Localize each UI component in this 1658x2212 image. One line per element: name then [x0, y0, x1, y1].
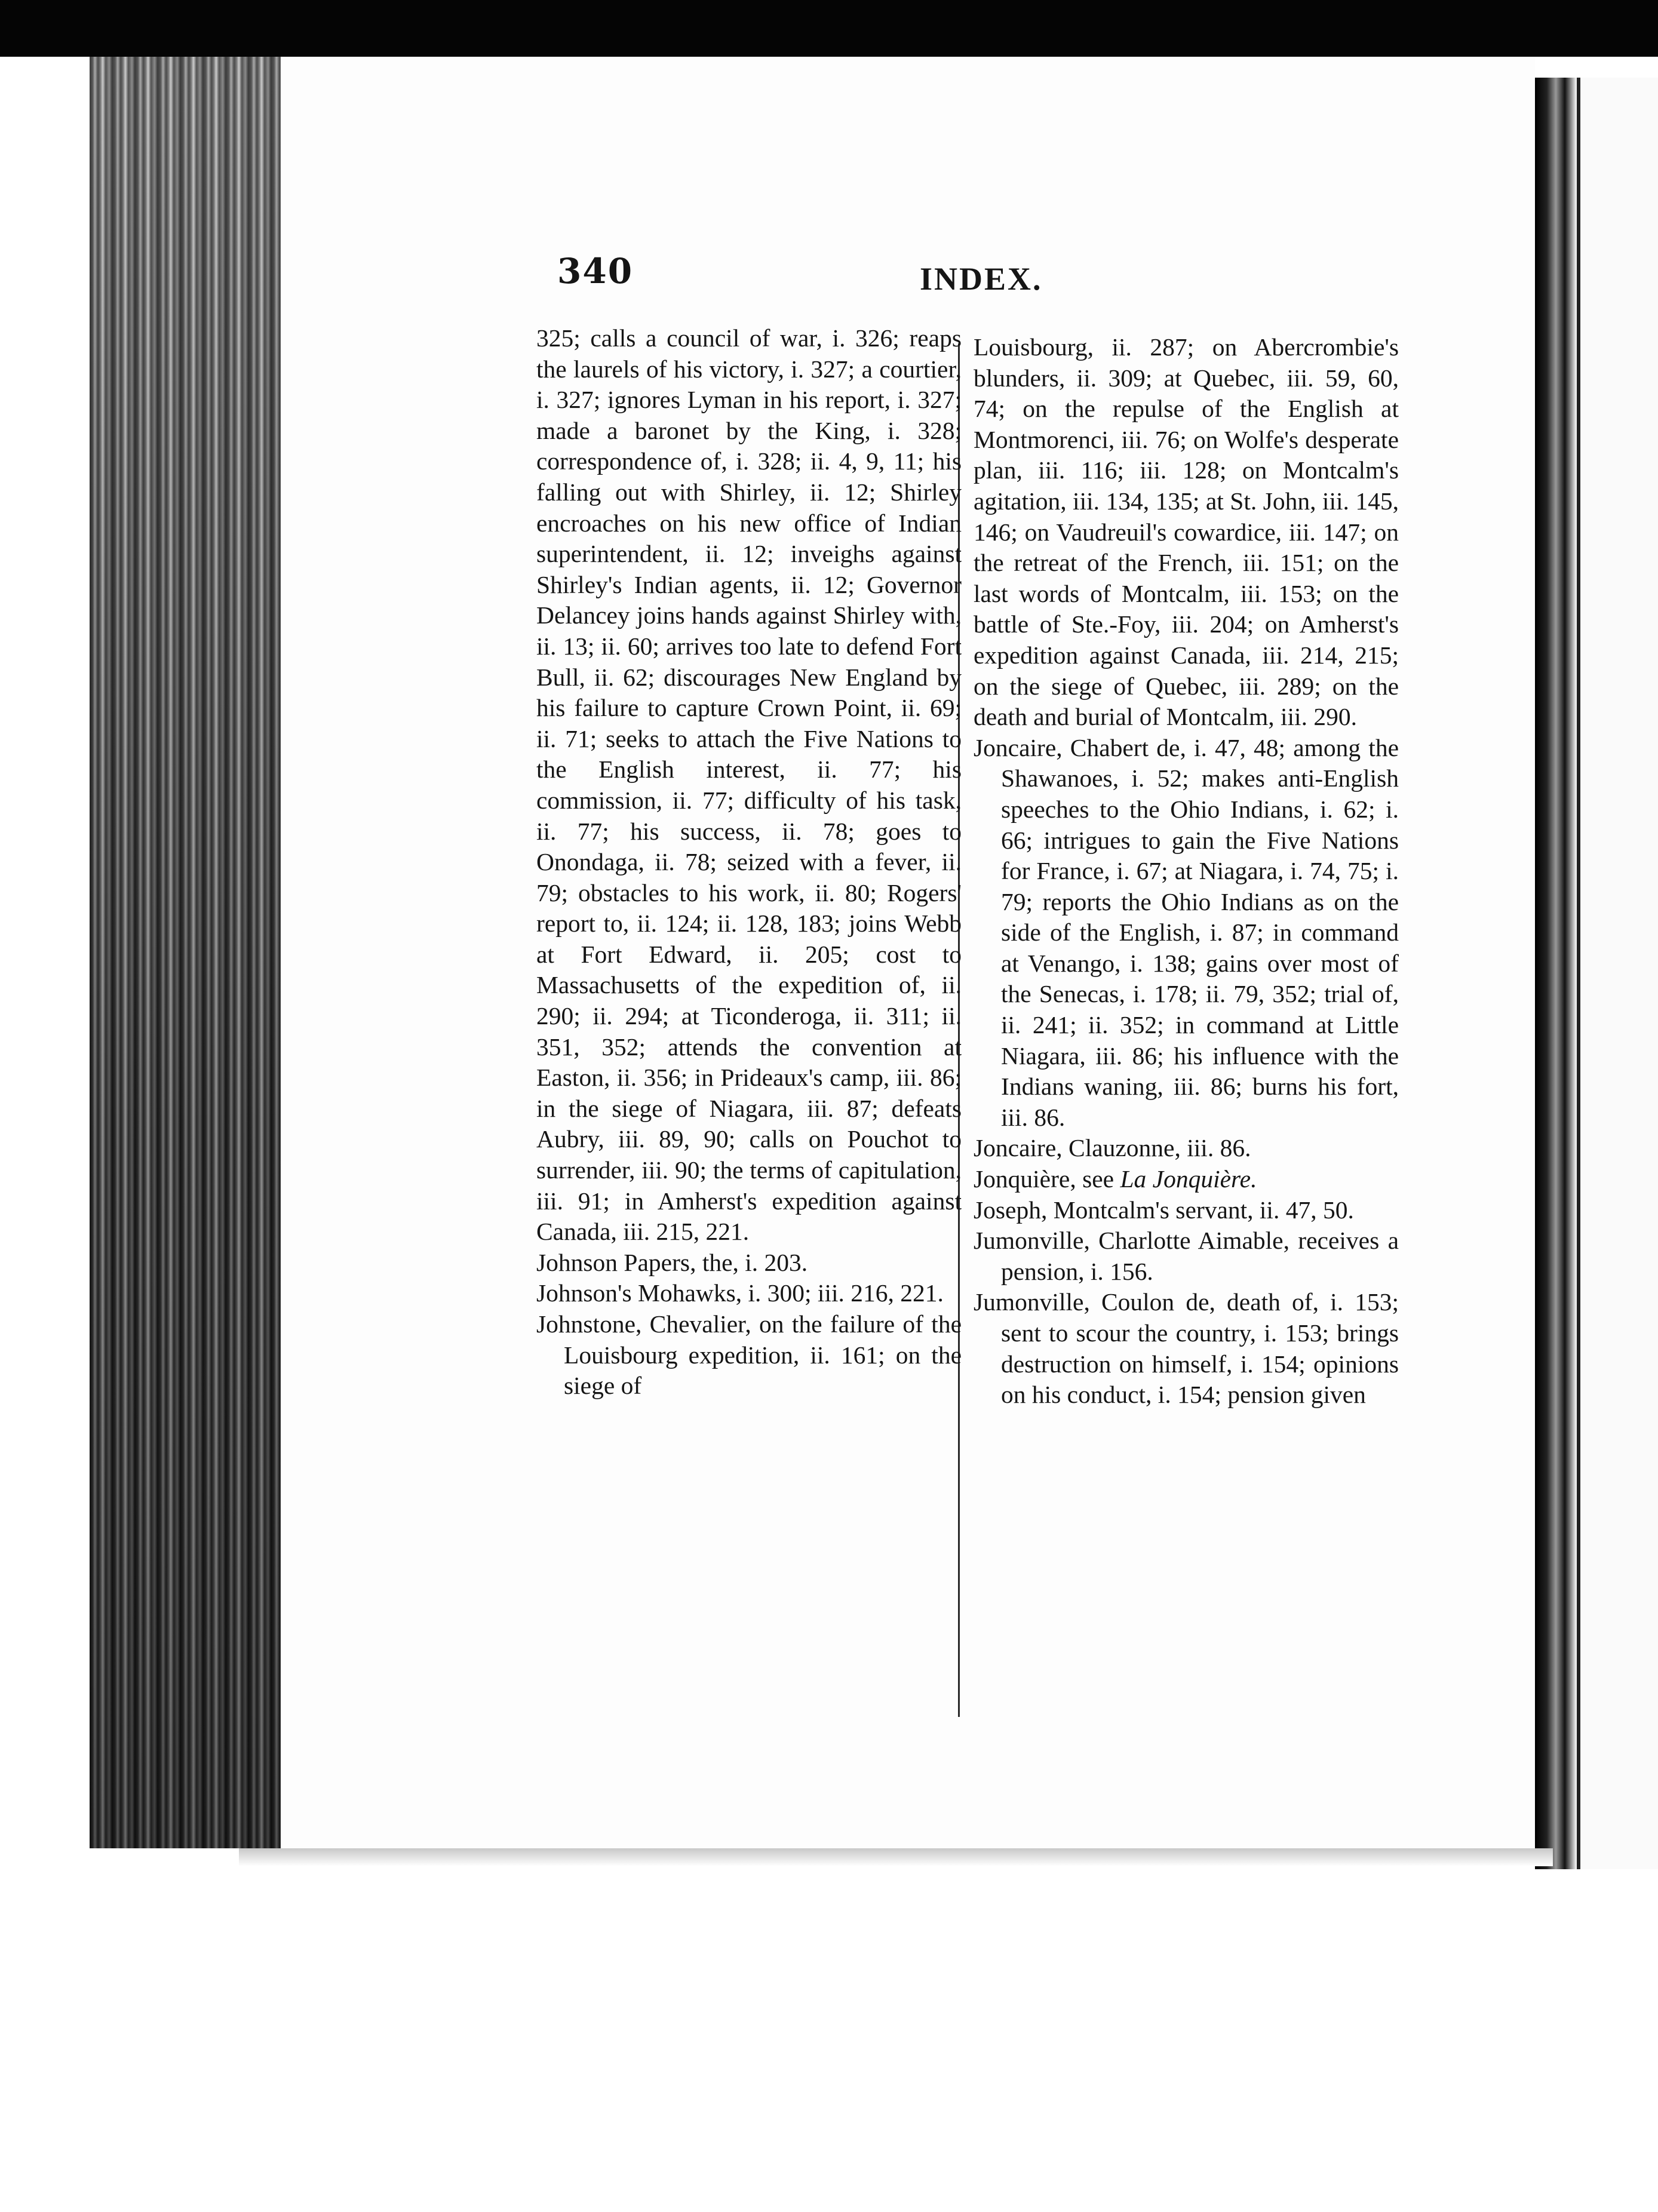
index-entry: Louisbourg, ii. 287; on Abercrombie's blunders, ii. 309; at Quebec, iii. 59, 60, 74; on the repulse of the English at Montmorenci, iii. 76; on Wolfe's desperate plan, iii. 116; iii. 128; on Montcalm's agitation, iii. 134, 135; at St. John, iii. 145, 146; on Vaudreuil's cowardice, iii. 147; on the retreat of the French, iii. 151; on the last words of Montcalm, iii. 153; on the battle of Ste.-Foy, iii. 204; on Amherst's expedition against Canada, iii. 214, 215; on the siege of Quebec, iii. 289; on the death and burial of Montcalm, iii. 290. — [974, 333, 1399, 731]
book-page-edges — [90, 57, 285, 1848]
index-entry: Johnstone, Chevalier, on the failure of the Louisbourg expedition, ii. 161; on the siege of — [536, 1310, 962, 1400]
index-entry — [974, 1164, 1399, 1195]
scan-left-margin — [0, 57, 90, 2054]
book-right-edge — [1535, 78, 1577, 1869]
index-entry: Jumonville, Coulon de, death of, i. 153; sent to scour the country, i. 153; brings destruction on himself, i. 154; opinions on his conduct, i. 154; pension given — [974, 1288, 1399, 1409]
scan-top-border — [0, 0, 1658, 57]
index-entry: Joncaire, Chabert de, i. 47, 48; among the Shawanoes, i. 52; makes anti-English speeches to the Ohio Indians, i. 62; i. 66; intrigues to gain the Five Nations for France, i. 67; at Niagara, i. 74, 75; i. 79; reports the Ohio Indians as on the side of the English, i. 87; in command at Venango, i. 138; gains over most of the Senecas, i. 178; ii. 79, 352; trial of, ii. 241; ii. 352; in command at Little Niagara, iii. 86; his influence with the Indians waning, iii. 86; burns his fort, iii. 86. — [974, 733, 1399, 1131]
index-entry: Johnson's Mohawks, i. 300; iii. 216, 221. — [536, 1279, 944, 1307]
index-entry: Joncaire, Clauzonne, iii. 86. — [974, 1134, 1251, 1162]
next-page-strip — [1577, 78, 1658, 1869]
index-entry: Jumonville, Charlotte Aimable, receives a pension, i. 156. — [974, 1227, 1399, 1285]
index-entry: Johnson Papers, the, i. 203. — [536, 1248, 808, 1276]
cross-reference: La Jonquière. — [1120, 1165, 1257, 1193]
index-entry-text: Jonquière, see — [974, 1165, 1120, 1193]
index-column-left — [536, 323, 962, 1402]
index-column-right — [974, 332, 1399, 1411]
scan-bottom-margin — [0, 2054, 1658, 2212]
running-head: INDEX. — [920, 261, 1043, 297]
page-bottom-edge — [239, 1848, 1553, 1866]
index-entry: Joseph, Montcalm's servant, ii. 47, 50. — [974, 1196, 1354, 1224]
page-number: 340 — [557, 251, 634, 291]
index-entry: 325; calls a council of war, i. 326; reaps the laurels of his victory, i. 327; a courtier, i. 327; ignores Lyman in his report, i. 327; made a baronet by the King, i. 328; correspondence of, i. 328; ii. 4, 9, 11; his falling out with Shirley, ii. 12; Shirley encroaches on his new office of Indian superintendent, ii. 12; inveighs against Shirley's Indian agents, ii. 12; Governor Delancey joins hands against Shirley with, ii. 13; ii. 60; arrives too late to defend Fort Bull, ii. 62; discourages New England by his failure to capture Crown Point, ii. 69; ii. 71; seeks to attach the Five Nations to the English interest, ii. 77; his commission, ii. 77; difficulty of his task, ii. 77; his success, ii. 78; goes to Onondaga, ii. 78; seized with a fever, ii. 79; obstacles to his work, ii. 80; Rogers' report to, ii. 124; ii. 128, 183; joins Webb at Fort Edward, ii. 205; cost to Massachusetts of the expedition of, ii. 290; ii. 294; at Ticonderoga, ii. 311; ii. 351, 352; attends the convention at Easton, ii. 356; in Prideaux's camp, iii. 86; in the siege of Niagara, iii. 87; defeats Aubry, iii. 89, 90; calls on Pouchot to surrender, iii. 90; the terms of capitulation, iii. 91; in Amherst's expedition against Canada, iii. 215, 221. — [536, 324, 962, 1246]
